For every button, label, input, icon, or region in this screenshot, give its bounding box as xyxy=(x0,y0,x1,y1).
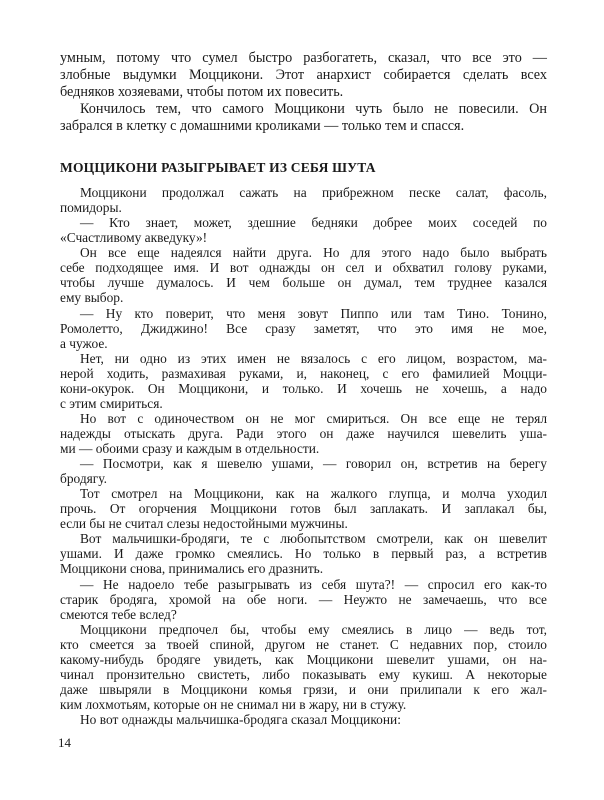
text-line: помидоры. xyxy=(60,200,122,216)
text-line: Нет, ни одно из этих имен не вязалось с его лицом, возрастом, ма- xyxy=(80,350,547,366)
text-line: — Ну кто поверит, что меня зовут Пиппо или там Тино. Тонино, xyxy=(80,305,547,321)
text-line: кто смеется за твоей спиной, другом не станет. С недавних пор, стоило xyxy=(60,636,547,652)
text-line: бродягу. xyxy=(60,471,107,487)
text-line: Тот смотрел на Моццикони, как на жалкого глупца, и молча уходил xyxy=(80,486,547,502)
text-line: смеются тебе вслед? xyxy=(60,606,177,622)
text-line: ему выбор. xyxy=(60,290,124,306)
text-line: умным, потому что сумел быстро разбогатеть, сказал, что все это — xyxy=(60,50,547,66)
text-line: — Посмотри, как я шевелю ушами, — говорил он, встретив на берегу xyxy=(80,456,547,471)
text-line: бедняков хозяевами, чтобы потом их повесить. xyxy=(60,84,344,100)
text-line: надежды отыскать друга. Ради этого он даже научился шевелить уша- xyxy=(60,425,547,441)
text-line: какому-нибудь бродяге увидеть, как Моццикони шевелит ушами, он на- xyxy=(60,651,547,667)
text-line: себе подходящее имя. И вот однажды он сел и обхватил голову руками, xyxy=(60,260,547,276)
text-line: ушами. И даже громко смеялись. Но только в первый раз, а встретив xyxy=(60,546,547,562)
text-line: нерой ходить, размахивая руками, и, наконец, с его фамилией Моцци- xyxy=(60,365,547,381)
text-line: — Не надоело тебе разыгрывать из себя шута?! — спросил его как-то xyxy=(80,576,547,592)
text-line: Но вот с одиночеством он не мог смириться. Он все еще не терял xyxy=(80,410,547,426)
text-line: кони-окурок. Он Моццикони, и только. И хочешь не хочешь, а надо xyxy=(60,380,547,396)
text-line: — Кто знает, может, здешние бедняки добрее моих соседей по xyxy=(80,215,547,231)
text-line: Он все еще надеялся найти друга. Но для этого надо было выбрать xyxy=(80,245,547,261)
text-line: старик бродяга, хромой на обе ноги. — Неужто не замечаешь, что все xyxy=(60,591,547,607)
text-line: Но вот однажды мальчишка-бродяга сказал Моццикони: xyxy=(80,712,401,727)
text-line: чинал пронзительно свистеть, либо показывать ему кукиш. А некоторые xyxy=(60,666,547,682)
text-line: чтобы лучше думалось. И чем больше он думал, тем труднее казался xyxy=(60,275,547,291)
text-line: Ромолетто, Джиджино! Все сразу заметят, что это имя не мое, xyxy=(60,320,547,336)
text-line: ким лохмотьям, которые он не снимал ни в жару, ни в стужу. xyxy=(60,696,407,712)
text-line: «Счастливому акведуку»! xyxy=(60,230,208,246)
text-line: даже швыряли в Моццикони комья грязи, и они прилипали к его жал- xyxy=(60,681,547,697)
text-line: забрался в клетку с домашними кроликами — только тем и спасся. xyxy=(60,118,465,134)
text-line: Моццикони продолжал сажать на прибрежном песке салат, фасоль, xyxy=(80,185,547,200)
text-line: ми — обоими сразу и каждым в отдельности. xyxy=(60,441,320,456)
chapter-heading: МОЦЦИКОНИ РАЗЫГРЫВАЕТ ИЗ СЕБЯ ШУТА xyxy=(60,160,376,175)
page-number: 14 xyxy=(58,735,71,750)
text-line: а чужое. xyxy=(60,335,108,351)
text-line: прочь. От огорчения Моццикони готов был заплакать. И заплакал бы, xyxy=(60,501,547,517)
text-line: злобные выдумки Моццикони. Этот анархист собирается сделать всех xyxy=(60,67,547,83)
text-line: если бы не считал слезы недостойными мужчины. xyxy=(60,516,348,532)
text-line: Моццикони снова, принимались его дразнить. xyxy=(60,561,324,577)
text-line: с этим смириться. xyxy=(60,395,163,411)
text-line: Вот мальчишки-бродяги, те с любопытством смотрели, как он шевелит xyxy=(80,531,547,547)
text-line: Моццикони предпочел бы, чтобы ему смеялись в лицо — ведь тот, xyxy=(80,621,547,637)
text-line: Кончилось тем, что самого Моццикони чуть было не повесили. Он xyxy=(80,101,547,117)
